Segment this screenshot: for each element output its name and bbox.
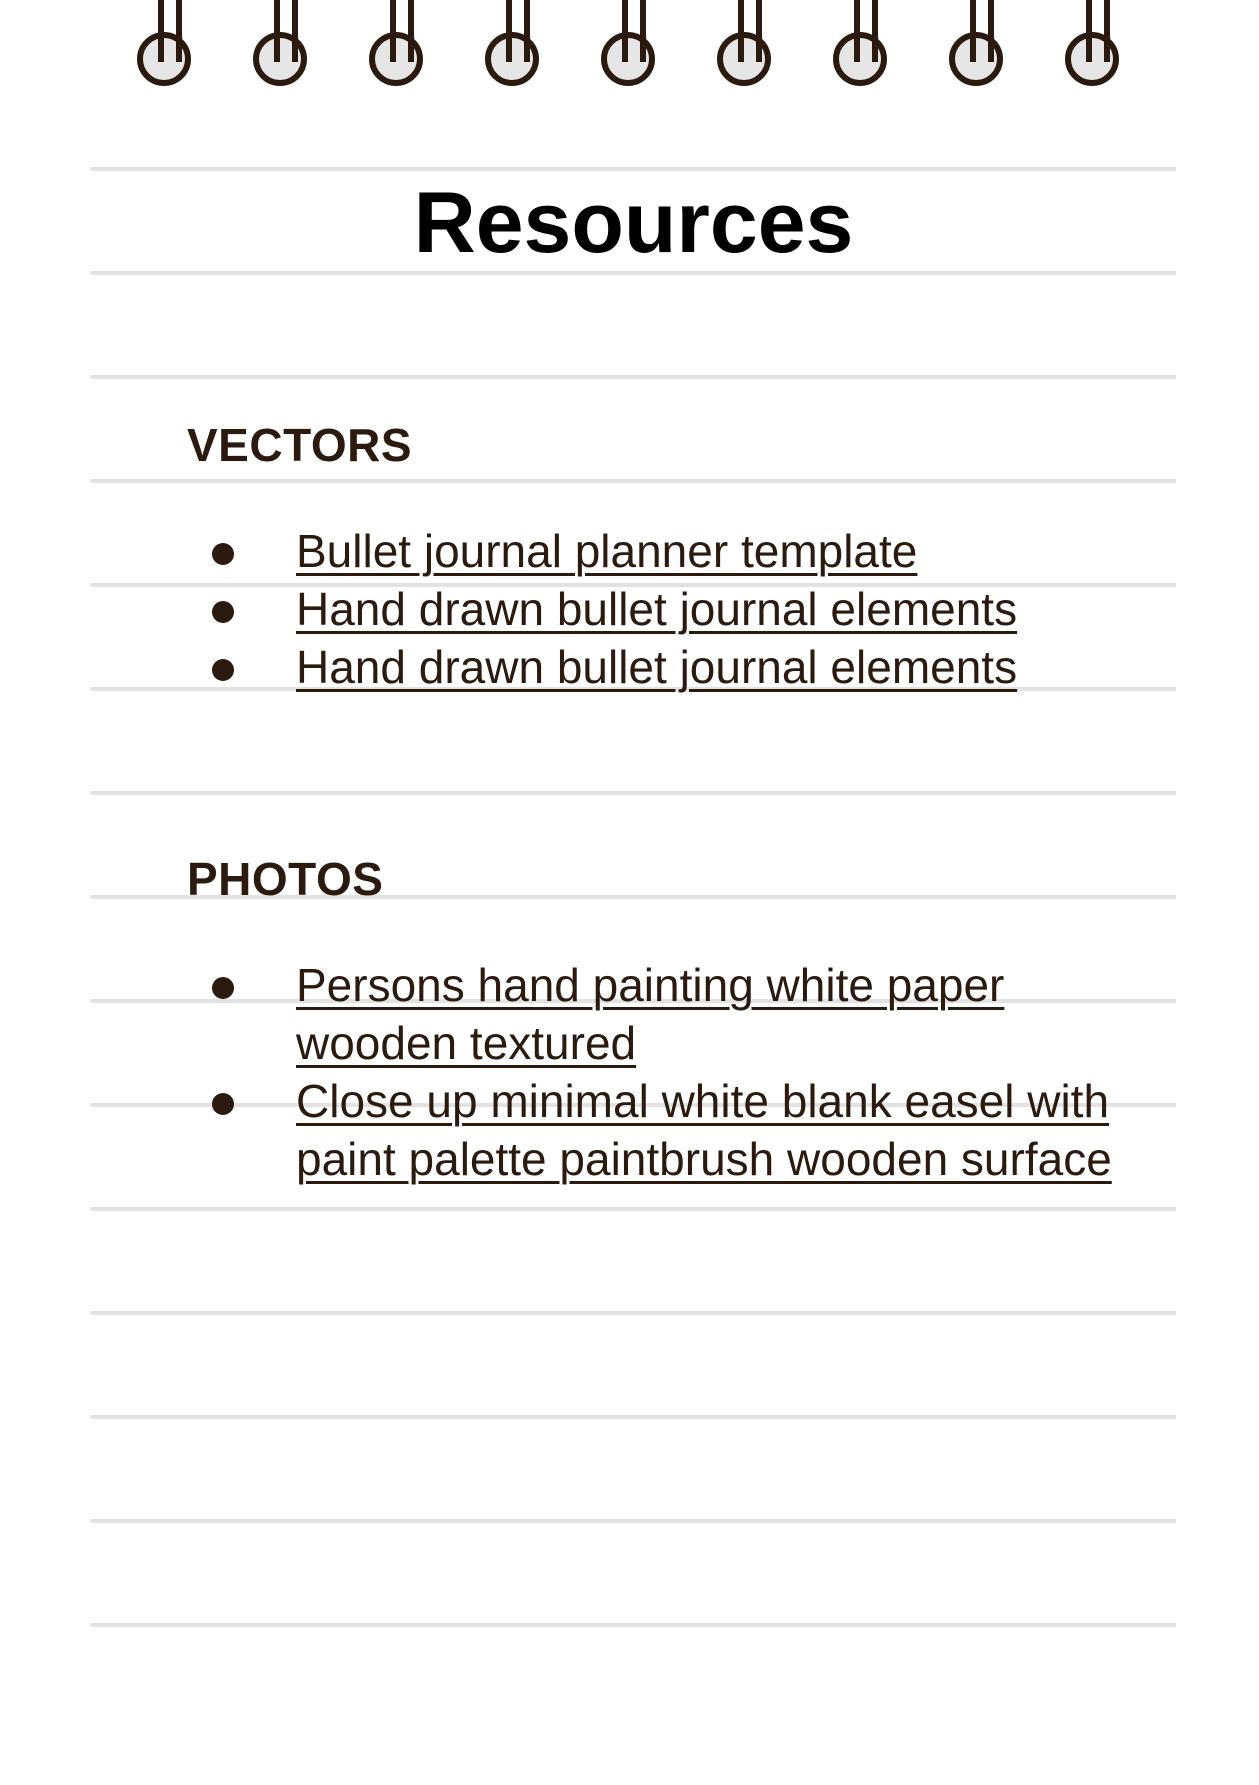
bullet-icon xyxy=(212,977,234,999)
spiral-ring-icon xyxy=(369,0,435,100)
ruled-line xyxy=(90,375,1176,379)
spiral-ring-icon xyxy=(717,0,783,100)
ruled-line xyxy=(90,1207,1176,1211)
spiral-ring-icon xyxy=(253,0,319,100)
spiral-ring-icon xyxy=(485,0,551,100)
ruled-line xyxy=(90,1623,1176,1627)
resource-link[interactable]: Close up minimal white blank easel with paint palette paintbrush wooden surface xyxy=(296,1075,1112,1185)
ruled-line xyxy=(90,271,1176,275)
list-item xyxy=(212,1072,1112,1188)
list-item xyxy=(212,956,1112,1072)
photos-list xyxy=(212,956,1112,1188)
ruled-line xyxy=(90,1415,1176,1419)
list-item xyxy=(212,580,1112,638)
spiral-ring-icon xyxy=(137,0,203,100)
section-heading-photos: PHOTOS xyxy=(187,853,384,905)
vectors-list xyxy=(212,522,1112,696)
ruled-line xyxy=(90,1311,1176,1315)
ruled-line xyxy=(90,167,1176,171)
spiral-ring-icon xyxy=(949,0,1015,100)
list-item xyxy=(212,638,1112,696)
page-title xyxy=(0,175,1259,271)
spiral-ring-icon xyxy=(833,0,899,100)
spiral-binding xyxy=(0,0,1259,110)
section-heading-vectors: VECTORS xyxy=(187,419,413,471)
resource-link[interactable]: Bullet journal planner template xyxy=(296,525,918,577)
list-item xyxy=(212,522,1112,580)
spiral-ring-icon xyxy=(601,0,667,100)
bullet-icon xyxy=(212,601,234,623)
resource-link[interactable]: Persons hand painting white paper wooden textured xyxy=(296,959,1005,1069)
ruled-line xyxy=(90,791,1176,795)
bullet-icon xyxy=(212,543,234,565)
ruled-line xyxy=(90,1519,1176,1523)
page-title-text: Resources xyxy=(413,175,854,271)
resource-link[interactable]: Hand drawn bullet journal elements xyxy=(296,583,1018,635)
bullet-icon xyxy=(212,659,234,681)
resource-link[interactable]: Hand drawn bullet journal elements xyxy=(296,641,1018,693)
spiral-ring-icon xyxy=(1065,0,1131,100)
bullet-icon xyxy=(212,1093,234,1115)
ruled-line xyxy=(90,479,1176,483)
